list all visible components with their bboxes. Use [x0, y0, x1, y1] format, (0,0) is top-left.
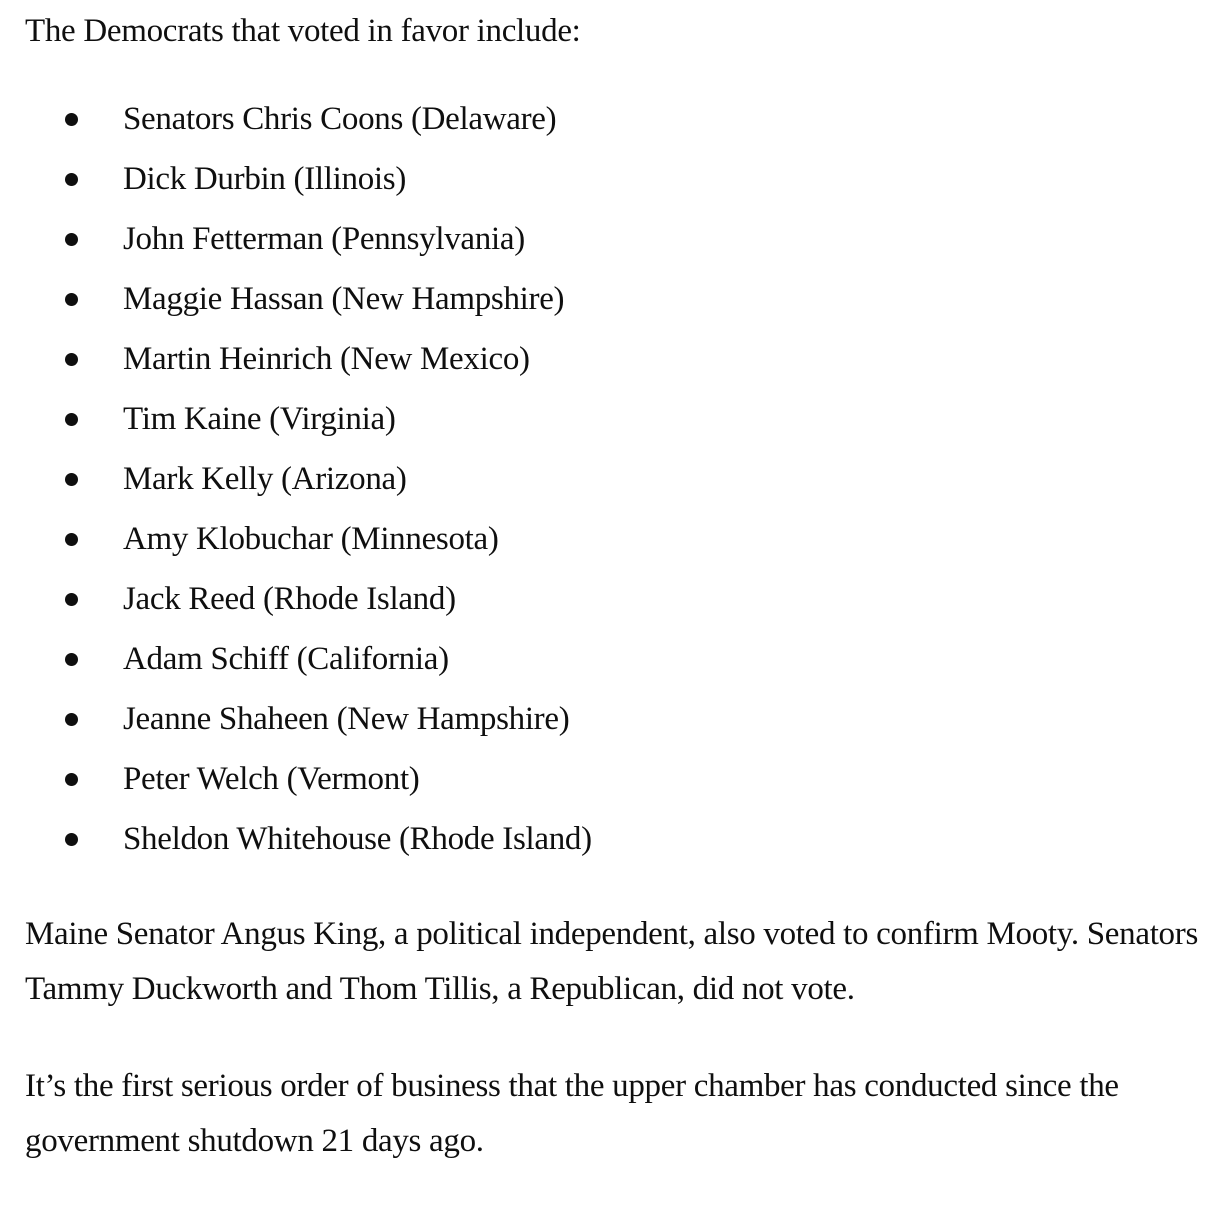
senator-name: Maggie Hassan (New Hampshire) — [123, 281, 565, 317]
bullet-icon — [65, 113, 78, 126]
bullet-icon — [65, 173, 78, 186]
senator-name: Peter Welch (Vermont) — [123, 761, 420, 797]
senator-name: Jeanne Shaheen (New Hampshire) — [123, 701, 570, 737]
paragraph-king-vote: Maine Senator Angus King, a political independent, also voted to confirm Mooty. Senators Tammy Duckworth and Thom Tillis, a Republican, did not vote. — [25, 916, 1198, 1007]
senator-list-item — [25, 692, 1205, 747]
senator-list-item — [25, 452, 1205, 507]
bullet-icon — [65, 353, 78, 366]
senator-list-item — [25, 512, 1205, 567]
bullet-icon — [65, 233, 78, 246]
bullet-icon — [65, 833, 78, 846]
senator-list-item — [25, 92, 1205, 147]
senator-list-item — [25, 572, 1205, 627]
senator-name: Adam Schiff (California) — [123, 641, 449, 677]
bullet-icon — [65, 413, 78, 426]
senator-list-item — [25, 152, 1205, 207]
bullet-icon — [65, 593, 78, 606]
senator-name: Jack Reed (Rhode Island) — [123, 581, 456, 617]
intro-paragraph: The Democrats that voted in favor include: — [25, 13, 581, 49]
senator-list-item — [25, 392, 1205, 447]
senator-name: Mark Kelly (Arizona) — [123, 461, 407, 497]
senator-name: Dick Durbin (Illinois) — [123, 161, 407, 197]
senator-name: John Fetterman (Pennsylvania) — [123, 221, 525, 257]
paragraph-shutdown: It’s the first serious order of business that the upper chamber has conducted since the government shutdown 21 days ago. — [25, 1068, 1119, 1159]
senator-name: Tim Kaine (Virginia) — [123, 401, 396, 437]
bullet-icon — [65, 533, 78, 546]
bullet-icon — [65, 773, 78, 786]
senator-list-item — [25, 212, 1205, 267]
bullet-icon — [65, 293, 78, 306]
bullet-icon — [65, 473, 78, 486]
senator-list-item — [25, 752, 1205, 807]
bullet-icon — [65, 713, 78, 726]
bullet-icon — [65, 653, 78, 666]
senator-list — [25, 92, 1205, 867]
senator-name: Amy Klobuchar (Minnesota) — [123, 521, 499, 557]
senator-list-item — [25, 332, 1205, 387]
senator-name: Martin Heinrich (New Mexico) — [123, 341, 530, 377]
senator-list-item — [25, 812, 1205, 867]
senator-list-item — [25, 272, 1205, 327]
senator-list-item — [25, 632, 1205, 687]
senator-name: Sheldon Whitehouse (Rhode Island) — [123, 821, 592, 857]
senator-name: Senators Chris Coons (Delaware) — [123, 101, 557, 137]
